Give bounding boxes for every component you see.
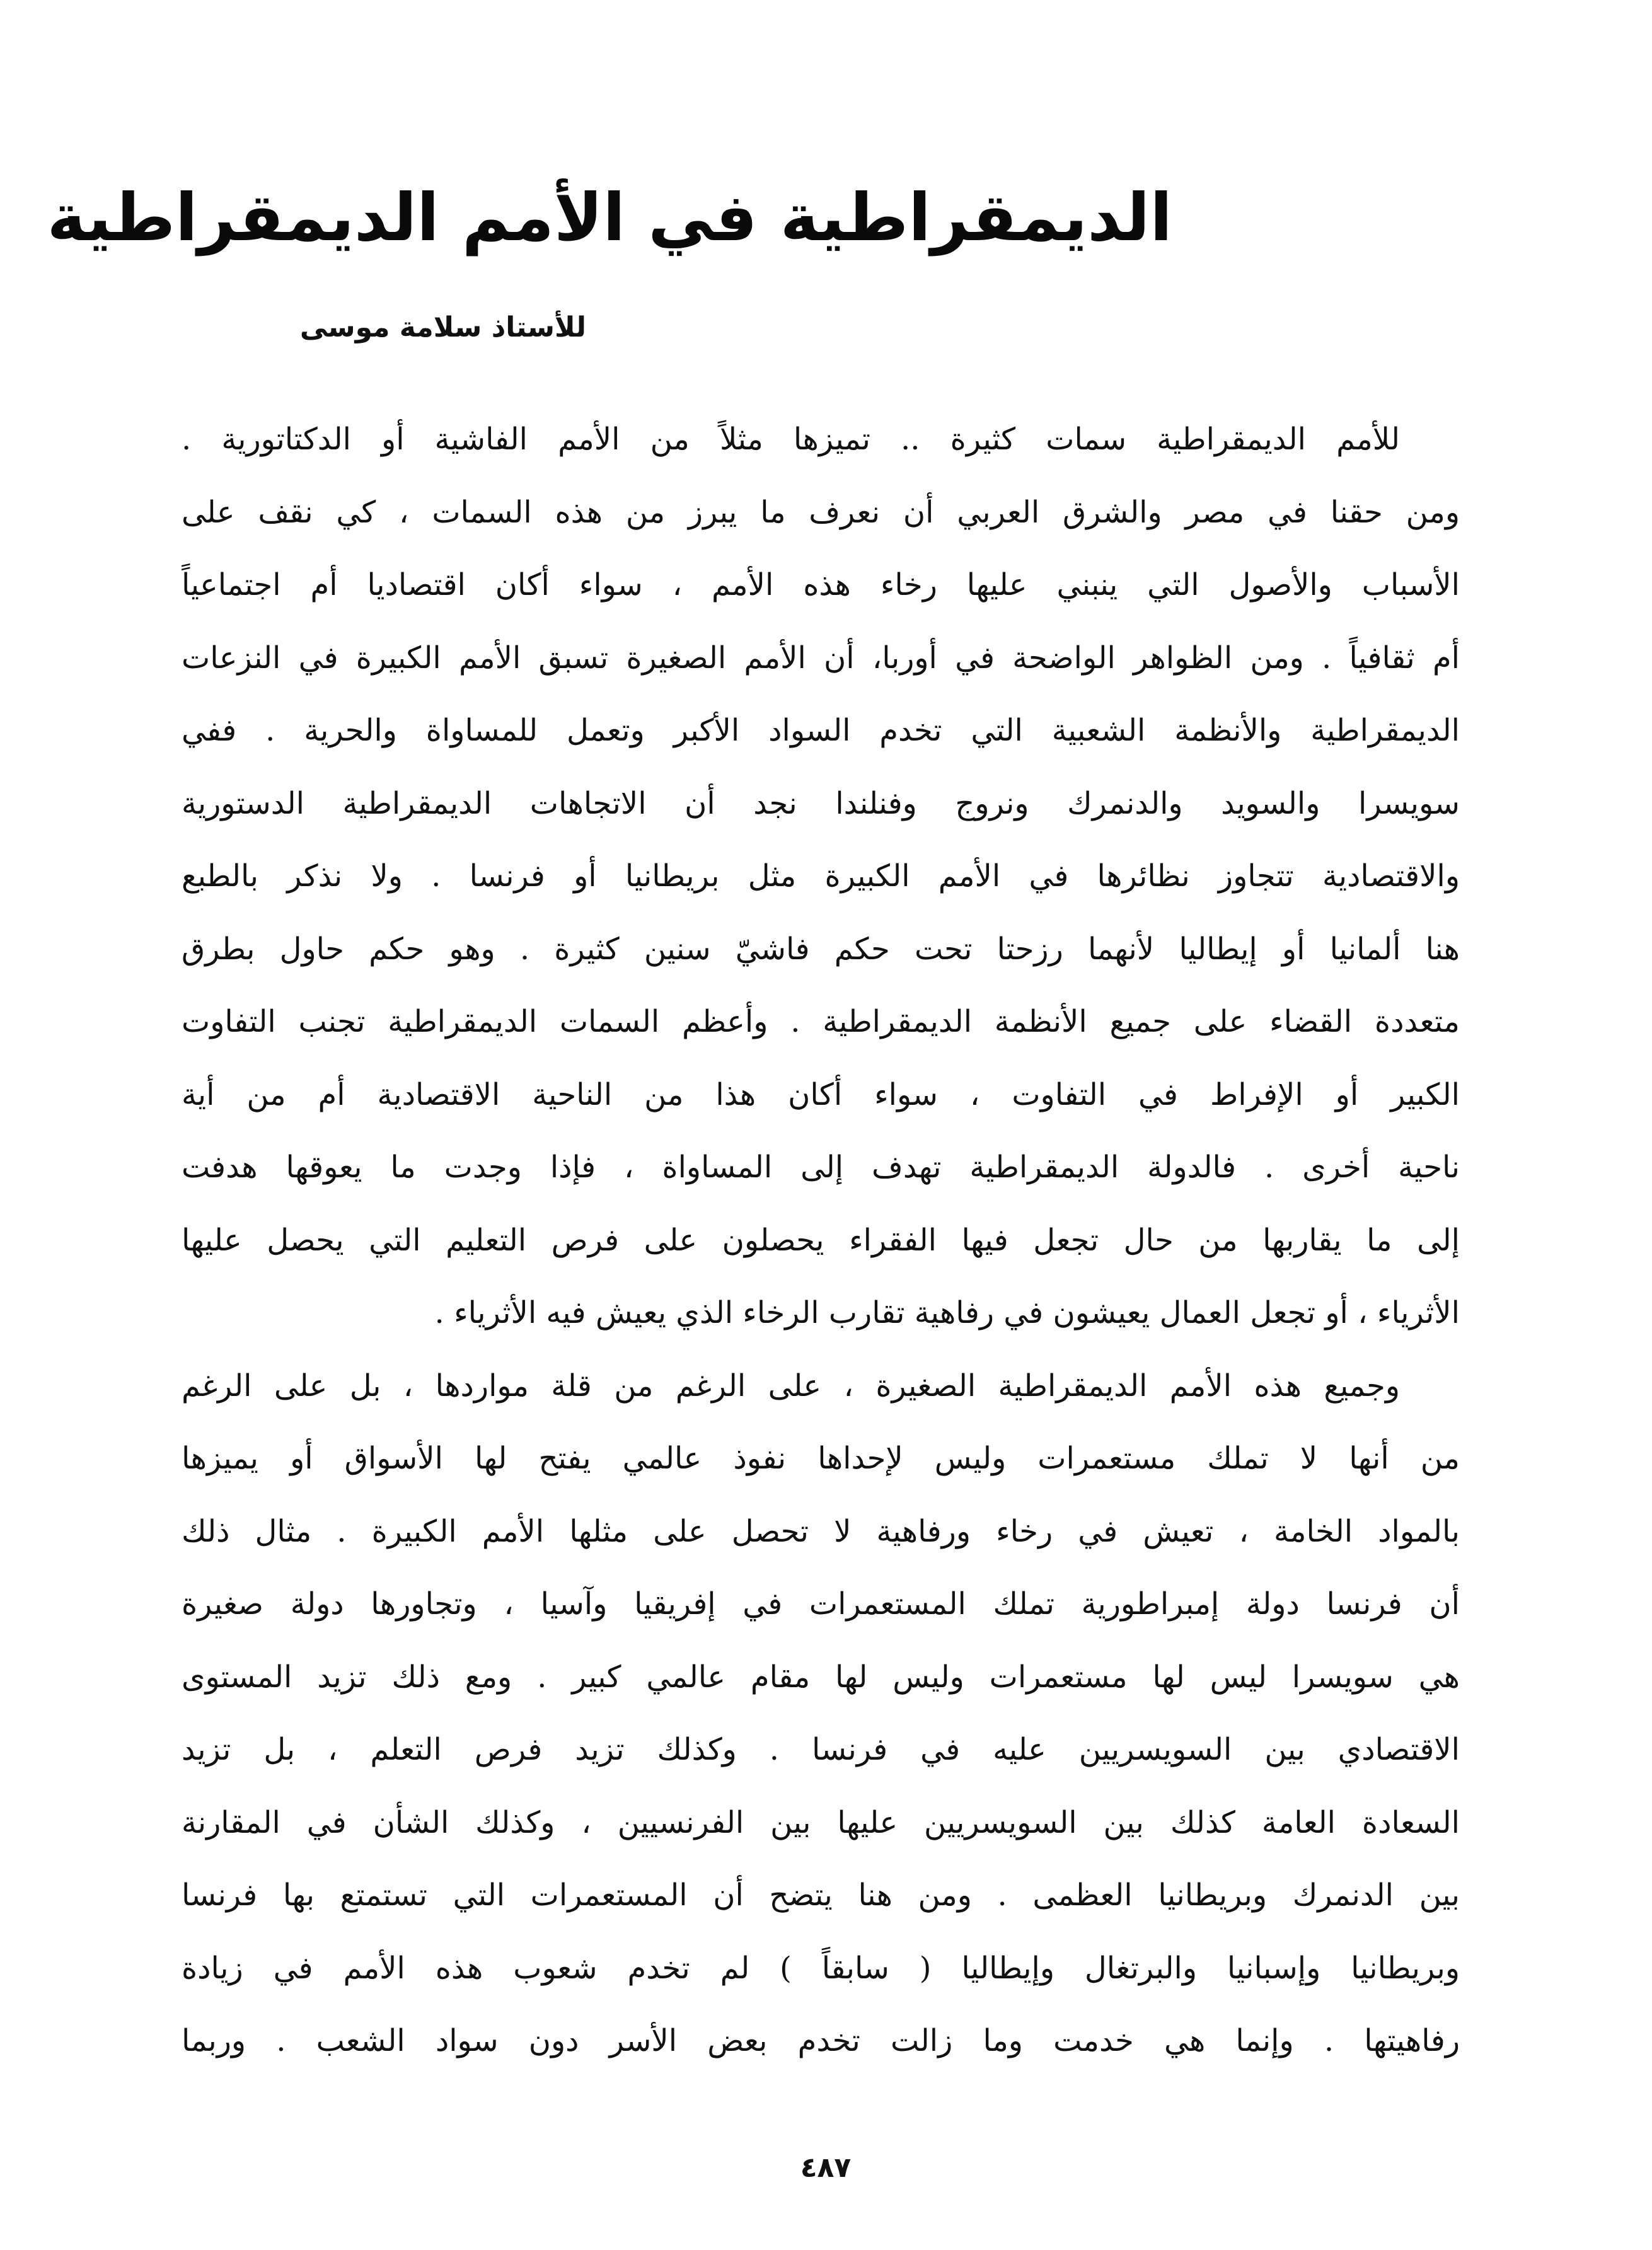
text-line: السعادة العامة كذلك بين السويسريين عليها بين الفرنسيين ، وكذلك الشأن في المقارنة	[182, 1804, 1460, 1840]
text-line: والاقتصادية تتجاوز نظائرها في الأمم الكبيرة مثل بريطانيا أو فرنسا . ولا نذكر بالطبع	[182, 858, 1460, 894]
text-line: وجميع هذه الأمم الديمقراطية الصغيرة ، على الرغم من قلة مواردها ، بل على الرغم	[182, 1368, 1401, 1404]
text-line: سويسرا والسويد والدنمرك ونروج وفنلندا نجد أن الاتجاهات الديمقراطية الدستورية	[182, 785, 1460, 821]
text-line: بين الدنمرك وبريطانيا العظمى . ومن هنا يتضح أن المستعمرات التي تستمتع بها فرنسا	[182, 1878, 1460, 1913]
text-line: هي سويسرا ليس لها مستعمرات وليس لها مقام عالمي كبير . ومع ذلك تزيد المستوى	[182, 1659, 1460, 1695]
text-line: الاقتصادي بين السويسريين عليه في فرنسا . وكذلك تزيد فرص التعلم ، بل تزيد	[182, 1732, 1460, 1767]
text-line: للأمم الديمقراطية سمات كثيرة .. تميزها مثلاً من الأمم الفاشية أو الدكتاتورية .	[182, 422, 1400, 457]
text-line: هنا ألمانيا أو إيطاليا لأنهما رزحتا تحت حكم فاشيّ سنين كثيرة . وهو حكم حاول بطرق	[182, 931, 1460, 967]
text-line: وبريطانيا وإسبانيا والبرتغال وإيطاليا ( سابقاً ) لم تخدم شعوب هذه الأمم في زيادة	[182, 1950, 1460, 1986]
text-line: متعددة القضاء على جميع الأنظمة الديمقراطية . وأعظم السمات الديمقراطية تجنب التفاوت	[182, 1004, 1460, 1039]
text-line: الأثرياء ، أو تجعل العمال يعيشون في رفاهية تقارب الرخاء الذي يعيش فيه الأثرياء .	[434, 1295, 1460, 1330]
text-line: الديمقراطية والأنظمة الشعبية التي تخدم السواد الأكبر وتعمل للمساواة والحرية . ففي	[182, 713, 1460, 748]
article-body	[182, 403, 1460, 2078]
text-line: إلى ما يقاربها من حال تجعل فيها الفقراء يحصلون على فرص التعليم التي يحصل عليها	[182, 1222, 1460, 1258]
text-line: أن فرنسا دولة إمبراطورية تملك المستعمرات في إفريقيا وآسيا ، وتجاورها دولة صغيرة	[182, 1586, 1460, 1622]
article-title: الديمقراطية في الأمم الديمقراطية	[47, 179, 1172, 256]
article-author: للأستاذ سلامة موسى	[299, 311, 586, 343]
text-line: بالمواد الخامة ، تعيش في رخاء ورفاهية لا تحصل على مثلها الأمم الكبيرة . مثال ذلك	[182, 1513, 1460, 1549]
text-line: من أنها لا تملك مستعمرات وليس لإحداها نفوذ عالمي يفتح لها الأسواق أو يميزها	[182, 1441, 1460, 1476]
text-line: ومن حقنا في مصر والشرق العربي أن نعرف ما يبرز من هذه السمات ، كي نقف على	[182, 494, 1460, 530]
page-number: ٤٨٧	[800, 2152, 852, 2184]
text-line: ناحية أخرى . فالدولة الديمقراطية تهدف إلى المساواة ، فإذا وجدت ما يعوقها هدفت	[182, 1150, 1460, 1185]
text-line: الكبير أو الإفراط في التفاوت ، سواء أكان هذا من الناحية الاقتصادية أم من أية	[182, 1076, 1460, 1112]
text-line: الأسباب والأصول التي ينبني عليها رخاء هذه الأمم ، سواء أكان اقتصاديا أم اجتماعياً	[182, 567, 1460, 603]
text-line: رفاهيتها . وإنما هي خدمت وما زالت تخدم بعض الأسر دون سواد الشعب . وربما	[182, 2023, 1460, 2058]
text-line: أم ثقافياً . ومن الظواهر الواضحة في أوربا، أن الأمم الصغيرة تسبق الأمم الكبيرة في النزعات	[182, 640, 1460, 676]
